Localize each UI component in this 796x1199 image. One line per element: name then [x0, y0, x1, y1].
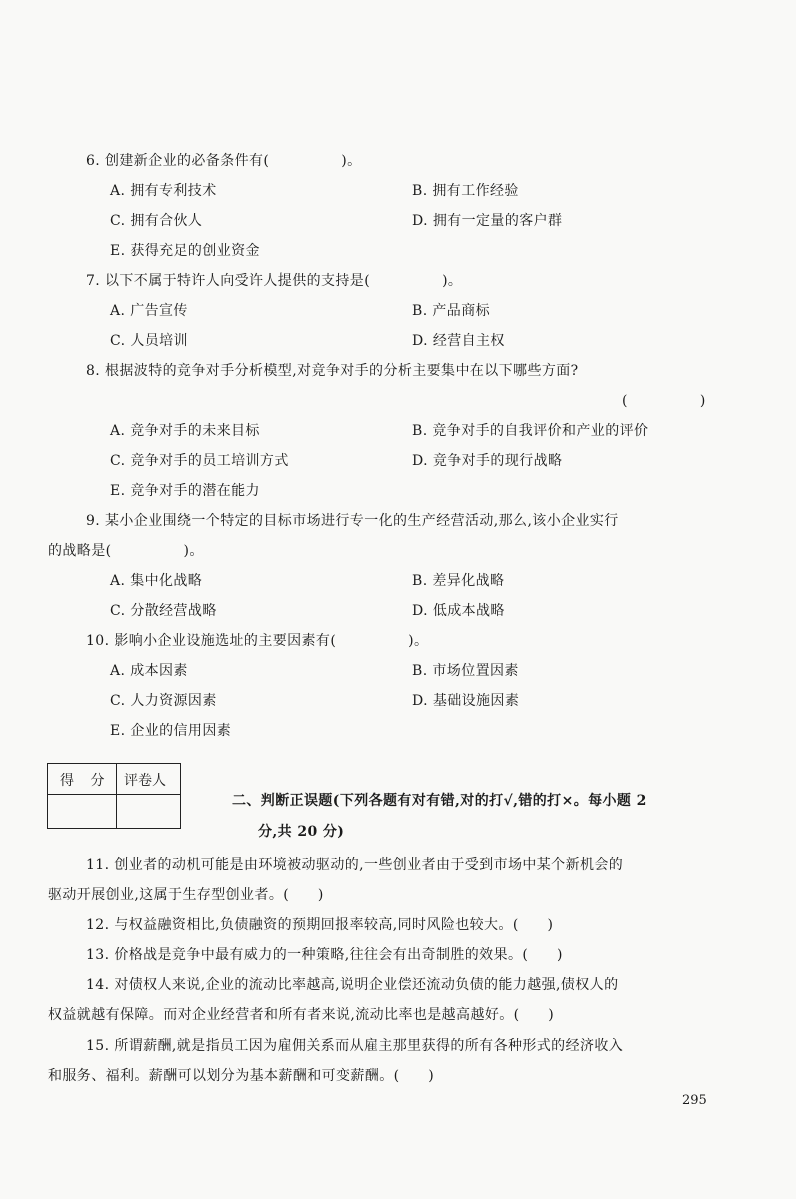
question-6-option-e: E. 获得充足的创业资金: [110, 243, 260, 259]
question-10-option-e: E. 企业的信用因素: [110, 723, 232, 739]
question-7-option-a: A. 广告宣传: [110, 303, 188, 319]
question-8-option-a: A. 竞争对手的未来目标: [110, 423, 260, 439]
question-9-option-c: C. 分散经营战略: [110, 603, 217, 619]
question-11-line2: 驱动开展创业,这属于生存型创业者。( ): [48, 887, 324, 903]
question-10-option-c: C. 人力资源因素: [110, 693, 217, 709]
question-8-option-c: C. 竞争对手的员工培训方式: [110, 453, 289, 469]
question-9-stem-line2: 的战略是( )。: [48, 543, 204, 559]
question-9-option-a: A. 集中化战略: [110, 573, 203, 589]
question-6-option-c: C. 拥有合伙人: [110, 213, 203, 229]
score-label: 得 分: [60, 773, 111, 789]
question-8-option-d: D. 竞争对手的现行战略: [412, 453, 563, 469]
question-7-option-b: B. 产品商标: [412, 303, 490, 319]
question-10-option-b: B. 市场位置因素: [412, 663, 519, 679]
question-8-option-e: E. 竞争对手的潜在能力: [110, 483, 260, 499]
question-10-option-d: D. 基础设施因素: [412, 693, 520, 709]
question-6-option-a: A. 拥有专利技术: [110, 183, 217, 199]
section-2-heading-line1: 二、判断正误题(下列各题有对有错,对的打√,错的打×。每小题 2: [232, 793, 647, 809]
question-8-stem: 8. 根据波特的竞争对手分析模型,对竞争对手的分析主要集中在以下哪些方面?: [86, 363, 579, 379]
question-7-option-c: C. 人员培训: [110, 333, 188, 349]
score-table-divider: [48, 794, 180, 795]
question-6-option-b: B. 拥有工作经验: [412, 183, 519, 199]
question-10-option-a: A. 成本因素: [110, 663, 188, 679]
question-12-line1: 12. 与权益融资相比,负债融资的预期回报率较高,同时风险也较大。( ): [86, 917, 554, 933]
question-8-blank: ( ): [622, 393, 706, 409]
question-8-option-b: B. 竞争对手的自我评价和产业的评价: [412, 423, 649, 439]
question-6-stem: 6. 创建新企业的必备条件有( )。: [86, 153, 362, 169]
question-9-option-d: D. 低成本战略: [412, 603, 505, 619]
question-7-stem: 7. 以下不属于特许人向受许人提供的支持是( )。: [86, 273, 463, 289]
question-9-stem-line1: 9. 某小企业围绕一个特定的目标市场进行专一化的生产经营活动,那么,该小企业实行: [86, 513, 619, 529]
question-7-option-d: D. 经营自主权: [412, 333, 505, 349]
question-15-line2: 和服务、福利。薪酬可以划分为基本薪酬和可变薪酬。( ): [48, 1068, 435, 1084]
question-11-line1: 11. 创业者的动机可能是由环境被动驱动的,一些创业者由于受到市场中某个新机会的: [86, 857, 624, 873]
question-14-line2: 权益就越有保障。而对企业经营者和所有者来说,流动比率也是越高越好。( ): [48, 1007, 555, 1023]
question-9-option-b: B. 差异化战略: [412, 573, 505, 589]
score-table: [47, 763, 181, 829]
page-number: 295: [682, 1093, 707, 1108]
score-table-divider: [116, 764, 117, 828]
grader-label: 评卷人: [124, 773, 166, 789]
question-15-line1: 15. 所谓薪酬,就是指员工因为雇佣关系而从雇主那里获得的所有各种形式的经济收入: [86, 1038, 624, 1054]
question-6-option-d: D. 拥有一定量的客户群: [412, 213, 563, 229]
question-14-line1: 14. 对债权人来说,企业的流动比率越高,说明企业偿还流动负债的能力越强,债权人的: [86, 977, 619, 993]
section-2-heading-line2: 分,共 20 分): [258, 824, 345, 840]
question-10-stem: 10. 影响小企业设施选址的主要因素有( )。: [86, 633, 429, 649]
question-13-line1: 13. 价格战是竞争中最有威力的一种策略,往往会有出奇制胜的效果。( ): [86, 947, 563, 963]
